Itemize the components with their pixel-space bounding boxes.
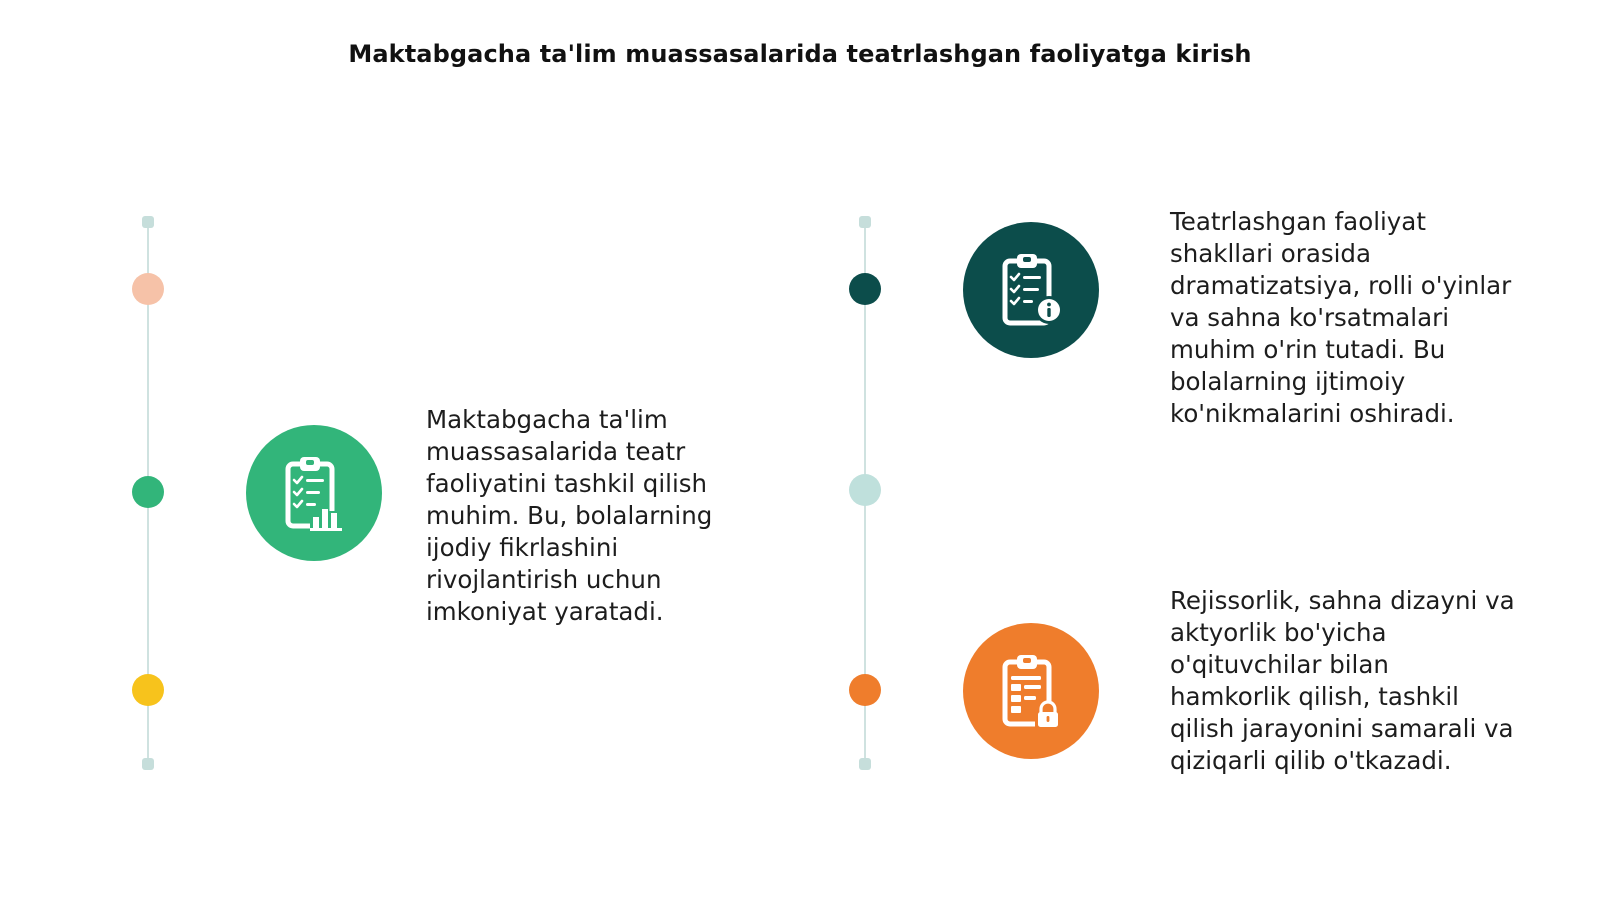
right-rail-bottom-cap xyxy=(859,758,871,770)
clipboard-chart-icon xyxy=(272,451,356,535)
right-milestone-dot-orange xyxy=(849,674,881,706)
clipboard-lock-icon xyxy=(989,649,1073,733)
item-3-icon-circle xyxy=(963,623,1099,759)
right-rail-top-cap xyxy=(859,216,871,228)
item-2-icon-circle xyxy=(963,222,1099,358)
right-milestone-dot-pale-teal xyxy=(849,474,881,506)
clipboard-info-icon xyxy=(989,248,1073,332)
page-title: Maktabgacha ta'lim muassasalarida teatrlashgan faoliyatga kirish xyxy=(348,40,1252,68)
left-milestone-dot-yellow xyxy=(132,674,164,706)
right-milestone-dot-dark-teal xyxy=(849,273,881,305)
left-milestone-dot-peach xyxy=(132,273,164,305)
item-1-icon-circle xyxy=(246,425,382,561)
left-rail-bottom-cap xyxy=(142,758,154,770)
item-2-description: Teatrlashgan faoliyat shakllari orasida dramatizatsiya, rolli o'yinlar va sahna ko'rsatmalari muhim o'rin tutadi. Bu bolalarning ijtimoiy ko'nikmalarini oshiradi. xyxy=(1170,207,1512,428)
left-milestone-dot-green xyxy=(132,476,164,508)
item-1-description: Maktabgacha ta'lim muassasalarida teatr faoliyatini tashkil qilish muhim. Bu, bolalarning ijodiy fikrlashini rivojlantirish uchun imkoniyat yaratadi. xyxy=(426,405,713,626)
left-rail-top-cap xyxy=(142,216,154,228)
item-3-description: Rejissorlik, sahna dizayni va aktyorlik bo'yicha o'qituvchilar bilan hamkorlik qilish, tashkil qilish jarayonini samarali va qiziqarli qilib o'tkazadi. xyxy=(1170,586,1515,775)
